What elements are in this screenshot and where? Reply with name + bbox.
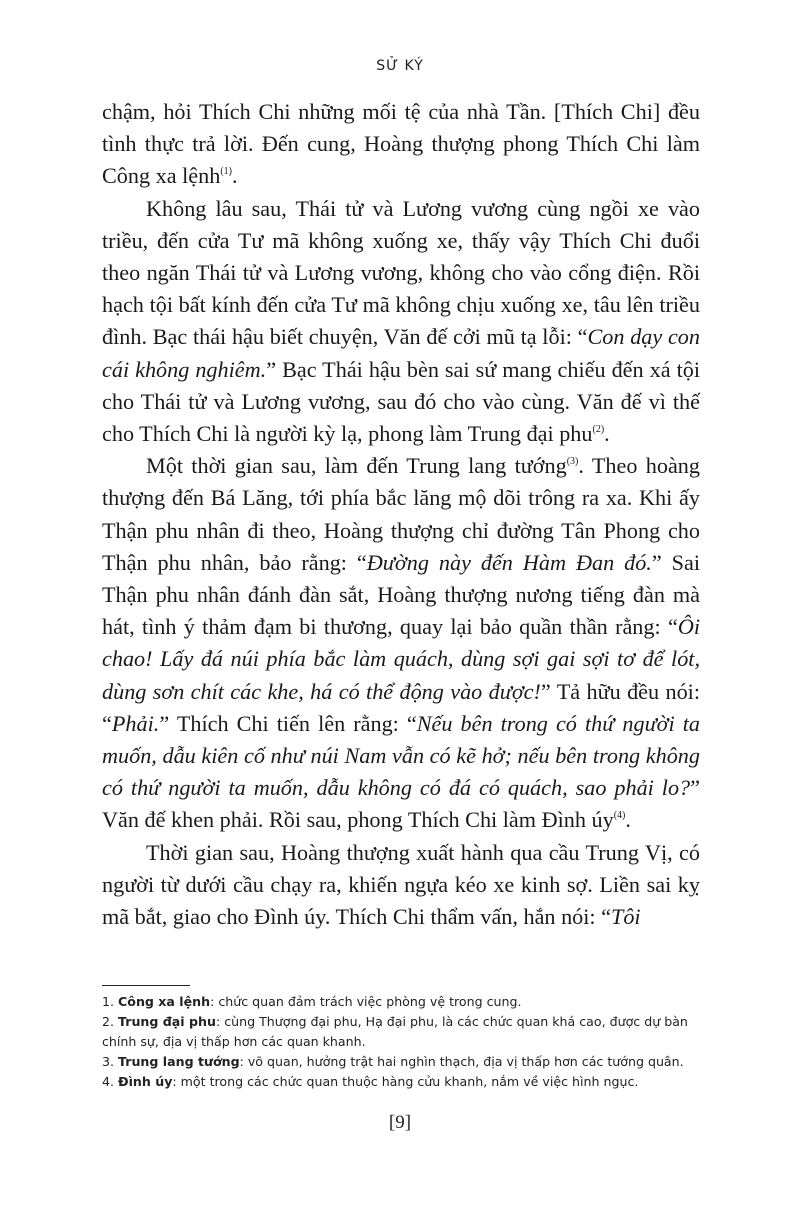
text-run: ” Tả hữu đều nói: “: [102, 678, 700, 736]
footnote: [102, 1072, 702, 1092]
footnote-term: Đình úy: [118, 1074, 173, 1089]
text-run: chậm, hỏi Thích Chi những mối tệ của nhà Tần. [Thích Chi] đều tình thực trả lời. Đến cung, Hoàng thượng phong Thích Chi làm Công xa lệnh: [102, 99, 700, 189]
footnote-text: : võ quan, hưởng trật hai nghìn thạch, địa vị thấp hơn các tướng quân.: [239, 1054, 684, 1069]
italic-quote: Đường này đến Hàm Đan đó.: [366, 549, 652, 575]
footnote-text: : một trong các chức quan thuộc hàng cửu khanh, nắm về việc hình ngục.: [172, 1074, 639, 1089]
footnote-number: 4.: [102, 1074, 115, 1089]
italic-quote: Ôi chao! Lấy đá núi phía bắc làm quách, dùng sợi gai sợi tơ để lót, dùng sơn chít các khe, há có thể động vào được!: [102, 614, 700, 704]
footnote-divider: [102, 985, 190, 986]
footnote-reference: (1): [220, 166, 232, 178]
italic-quote: Nếu bên trong có thứ người ta muốn, dẫu kiên cố như núi Nam vẫn có kẽ hở; nếu bên trong không có thứ người ta muốn, dẫu không có đá có quách, sao phải lo?: [102, 710, 700, 801]
text-run: . Theo hoàng thượng đến Bá Lăng, tới phía bắc lăng mộ dõi trông ra xa. Khi ấy Thận phu nhân đi theo, Hoàng thượng chỉ đường Tân Phong cho Thận phu nhân, bảo rằng: “: [102, 453, 700, 575]
footnote-reference: (3): [566, 456, 579, 468]
footnote: [102, 992, 702, 1012]
text-run: Một thời gian sau, làm đến Trung lang tướng: [146, 453, 567, 479]
italic-quote: Phải.: [111, 710, 160, 736]
footnote-reference: (2): [592, 424, 605, 436]
footnote: [102, 1052, 702, 1072]
text-run: ” Sai Thận phu nhân đánh đàn sắt, Hoàng thượng nương tiếng đàn mà hát, tình ý thảm đạm bi thương, quay lại bảo quần thần rằng: “: [102, 549, 700, 640]
footnote-term: Công xa lệnh: [118, 994, 211, 1009]
text-run: .: [604, 421, 610, 447]
footnote-term: Trung đại phu: [118, 1014, 216, 1029]
footnote-number: 2.: [102, 1014, 115, 1029]
italic-quote: Con dạy con cái không nghiêm.: [102, 324, 700, 382]
paragraph: [102, 96, 700, 193]
footnote-reference: (4): [613, 810, 626, 822]
footnote-text: : cùng Thượng đại phu, Hạ đại phu, là các chức quan khá cao, được dự bàn chính sự, địa vị thấp hơn các quan khanh.: [102, 1014, 688, 1049]
footnotes: [102, 992, 702, 1092]
italic-quote: Tôi: [610, 904, 641, 930]
footnote-number: 3.: [102, 1054, 115, 1069]
text-run: Không lâu sau, Thái tử và Lương vương cùng ngồi xe vào triều, đến cửa Tư mã không xuống xe, thấy vậy Thích Chi đuổi theo ngăn Thái tử và Lương vương, không cho vào cổng điện. Rồi hạch tội bất kính đến cửa Tư mã không chịu xuống xe, tâu lên triều đình. Bạc thái hậu biết chuyện, Văn đế cởi mũ tạ lỗi: “: [102, 195, 700, 350]
text-run: ” Thích Chi tiến lên rằng: “: [159, 710, 417, 736]
text-run: ” Bạc Thái hậu bèn sai sứ mang chiếu đến xá tội cho Thái tử và Lương vương, sau đó cho vào cùng. Văn đế vì thế cho Thích Chi là người kỳ lạ, phong làm Trung đại phu: [102, 356, 701, 447]
footnote: [102, 1012, 702, 1052]
body-text: [102, 96, 700, 933]
text-run: .: [625, 807, 631, 833]
paragraph: [102, 450, 700, 836]
footnote-text: : chức quan đảm trách việc phòng vệ trong cung.: [210, 994, 522, 1009]
footnote-term: Trung lang tướng: [118, 1054, 240, 1069]
running-head: SỬ KÝ: [376, 58, 424, 74]
paragraph: [102, 193, 700, 451]
paragraph: [102, 837, 700, 934]
page-number: [9]: [388, 1112, 412, 1133]
text-run: .: [232, 163, 238, 189]
footnote-number: 1.: [102, 994, 115, 1009]
text-run: ” Văn đế khen phải. Rồi sau, phong Thích Chi làm Đình úy: [102, 775, 700, 833]
text-run: Thời gian sau, Hoàng thượng xuất hành qua cầu Trung Vị, có người từ dưới cầu chạy ra, khiến ngựa kéo xe kinh sợ. Liền sai kỵ mã bắt, giao cho Đình úy. Thích Chi thẩm vấn, hắn nói: “: [102, 839, 700, 930]
